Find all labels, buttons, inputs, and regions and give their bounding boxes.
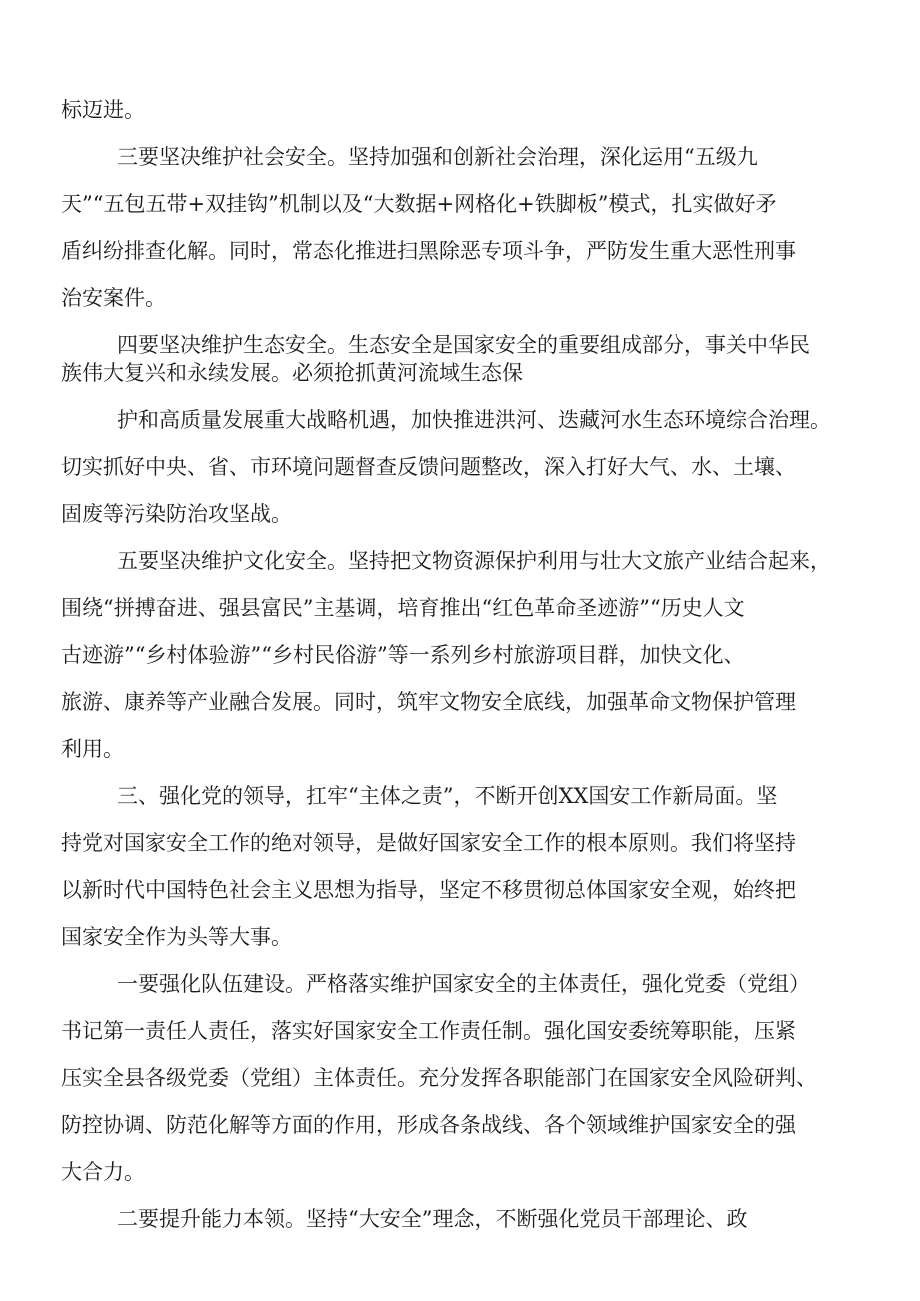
text-line: 大合力。 [61,1160,145,1184]
text-line: 族伟大复兴和永续发展。必须抢抓黄河流域生态保 [61,361,523,385]
text-line: 古迹游”“乡村体验游”“乡村民俗游”等一系列乡村旅游项目群，加快文化、 [61,643,745,667]
text-line: 盾纠纷排查化解。同时，常态化推进扫黑除恶专项斗争，严防发生重大恶性刑事 [61,239,796,263]
text-line: 围绕“拼搏奋进、强县富民”主基调，培育推出“红色革命圣迹游”“历史人文 [61,596,745,620]
text-line: 治安案件。 [61,286,166,310]
text-line: 切实抓好中央、省、市环境问题督查反馈问题整改，深入打好大气、水、土壤、 [61,455,796,479]
paragraph-start-line: 四要坚决维护生态安全。生态安全是国家安全的重要组成部分，事关中华民 [117,333,810,357]
text-line: 标迈进。 [61,98,145,122]
text-line: 书记第一责任人责任，落实好国家安全工作责任制。强化国安委统筹职能，压紧 [61,1019,796,1043]
paragraph-start-line: 三要坚决维护社会安全。坚持加强和创新社会治理，深化运用“五级九 [117,145,758,169]
paragraph-start-line: 五要坚决维护文化安全。坚持把文物资源保护利用与壮大文旅产业结合起来， [117,549,831,573]
text-line: 利用。 [61,737,124,761]
text-line: 持党对国家安全工作的绝对领导，是做好国家安全工作的根本原则。我们将坚持 [61,831,796,855]
paragraph-start-line: 二要提升能力本领。坚持“大安全”理念，不断强化党员干部理论、政 [117,1207,748,1231]
text-line: 压实全县各级党委（党组）主体责任。充分发挥各职能部门在国家安全风险研判、 [61,1066,817,1090]
text-line: 防控协调、防范化解等方面的作用，形成各条战线、各个领域维护国家安全的强 [61,1113,796,1137]
text-line: 固废等污染防治攻坚战。 [61,502,292,526]
text-line: 国家安全作为头等大事。 [61,925,292,949]
text-line: 以新时代中国特色社会主义思想为指导，坚定不移贯彻总体国家安全观，始终把 [61,878,796,902]
text-line: 护和高质量发展重大战略机遇，加快推进洪河、迭藏河水生态环境综合治理。 [117,408,831,432]
section-heading-line: 三、强化党的领导，扛牢“主体之责”，不断开创XX国安工作新局面。坚 [117,784,778,808]
text-line: 天”“五包五带+双挂钩”机制以及“大数据+网格化+铁脚板”模式，扎实做好矛 [61,192,777,216]
paragraph-start-line: 一要强化队伍建设。严格落实维护国家安全的主体责任，强化党委（党组） [117,972,810,996]
text-line: 旅游、康养等产业融合发展。同时，筑牢文物安全底线，加强革命文物保护管理 [61,690,796,714]
